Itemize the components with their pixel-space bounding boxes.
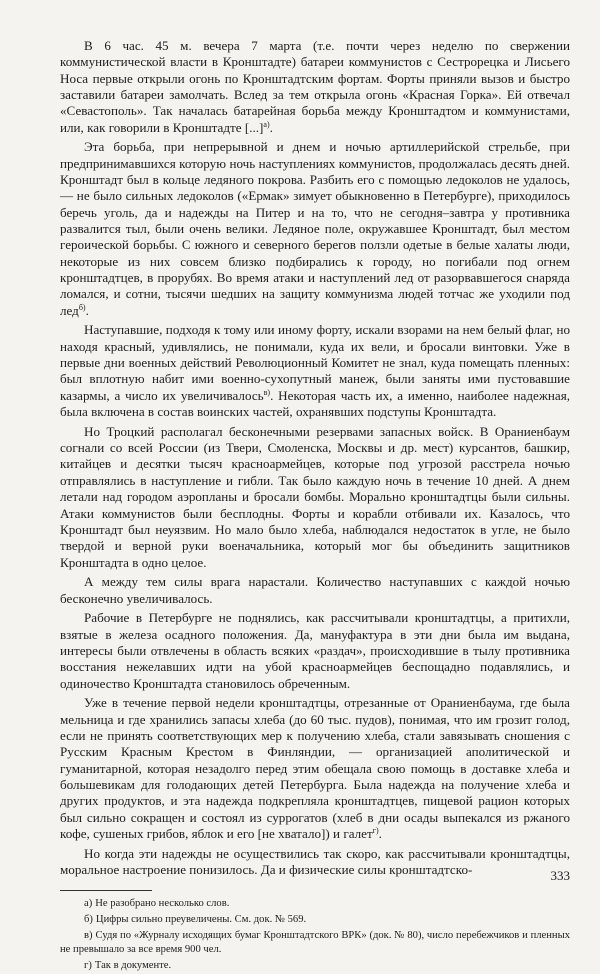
footnote-reference: г) xyxy=(372,825,379,835)
paragraph-text: . xyxy=(85,302,89,318)
paragraph xyxy=(60,610,570,692)
paragraph xyxy=(60,322,570,420)
footnote-separator xyxy=(60,890,152,891)
paragraph-text: . xyxy=(378,825,382,841)
paragraph xyxy=(60,38,570,136)
footnote xyxy=(60,959,570,974)
footnote-reference: в) xyxy=(263,387,271,397)
paragraph-text: Наступавшие, подходя к тому или иному форту, искали взорами на нем белый флаг, но находя красный, удивлялись, не понимали, куда их вели, и бросали винтовки. Уже в первые дни военных действий Революционный Комитет не знал, куда помещать пленных: был вплотную набит ими военно-сухопутный манеж, были заняты ими пустовавшие казармы, а число их увеличивалось xyxy=(60,322,570,403)
main-text xyxy=(60,38,570,878)
paragraph-text: Эта борьба, при непрерывной и днем и ночью артиллерийской стрельбе, при предпринимавшихся которую ночь наступлениях коммунистов, продолжалась десять дней. Кронштадт был в кольце ледяного покрова. Разбить его с помощью ледоколов не удалось, — не было сильных ледоколов («Ермак» зимует обыкновенно в Петербурге), приходилось беречь уголь, да и надежды на Питер и на то, что не сегодня–завтра у противника развалится тыл, были очень велики. Ледяное поле, окружавшее Кронштадт, был местом героической борьбы. С южного и северного берегов ползли одетые в белые халаты люди, некоторые из них совсем близко подбирались к городу, но погибали под огнем кронштадтцев, в прорубях. Во время атаки и наступлений лед от разорвавшегося снаряда ломался, и сотни, тысячи шедших на защиту коммунизма людей тотчас же уходили под лед xyxy=(60,139,570,318)
footnote-mark: в) xyxy=(84,929,93,941)
paragraph xyxy=(60,424,570,571)
paragraph-text: . xyxy=(269,119,273,135)
paragraph xyxy=(60,139,570,319)
paragraph-text: Рабочие в Петербурге не поднялись, как рассчитывали кронштадтцы, а притихли, взятые в железа осадного положения. Да, мануфактура в эти дни была им выдана, интересы были отвлечены в область всяких «раздач», происходившие в тылу противника восстания нежелавших идти на убой красноармейцев беспощадно подавлялись, и одиночество Кронштадта становилось обреченным. xyxy=(60,610,570,691)
footnote-mark: а) xyxy=(84,898,93,910)
paragraph-text: Но когда эти надежды не осуществились так скоро, как рассчитывали кронштадтцы, моральное настроение понизилось. Да и физические силы кронштадтско- xyxy=(60,845,570,877)
paragraph-text: Уже в течение первой недели кронштадтцы, отрезанные от Ораниенбаума, где была мельница и где хранились запасы хлеба (до 60 тыс. пудов), понимая, что им грозит голод, если не принять соответствующих мер к получению хлеба, стали завязывать сношения с Русским Красным Крестом в Финляндии, — организацией аполитической и гуманитарной, которая незадолго перед этим обещала свою помощь в доставке хлеба и большевикам для голодающих детей Петербурга. Была надежда на получение хлеба и других продуктов, и эта надежда подкрепляла кронштадтцев, пищевой рацион которых был сильно сокращен и состоял из суррогатов (хлеб в дни осады выпекался из ржаного кофе, сушеных грибов, яблок и его [не хватало]) и галет xyxy=(60,695,570,841)
footnote xyxy=(60,929,570,958)
footnote xyxy=(60,913,570,928)
paragraph-text: Но Троцкий располагал бесконечными резервами запасных войск. В Ораниенбаум согнали со всей России (из Твери, Смоленска, Москвы и др. мест) курсантов, башкир, китайцев и десятки тысяч красноармейцев, которые под угрозой расстрела ночью отправлялись в наступление и гибли. Так было каждую ночь в течение 10 дней. А днем летали над городом аэропланы и бросали бомбы. Морально кронштадтцы были сильны. Атаки коммунистов были бесплодны. Форты и корабли отбивали их. Казалось, что Кронштадт был неуязвим. Но мало было хлеба, наблюдался недостаток в угле, не было твердой и верной руки военачальника, который мог бы объединить защитников Кронштадта в одно целое. xyxy=(60,423,570,570)
footnote-text: Судя по «Журналу исходящих бумаг Кронштадтского ВРК» (док. № 80), число перебежчиков и пленных не превышало за все время 900 чел. xyxy=(60,929,570,956)
footnote-reference: а) xyxy=(263,119,270,129)
paragraph-text: А между тем силы врага нарастали. Количество наступавших с каждой ночью бесконечно увеличивалось. xyxy=(60,574,570,606)
page-number: 333 xyxy=(550,868,570,883)
footnote-text: Цифры сильно преувеличены. См. док. № 569. xyxy=(95,913,307,925)
footnote-reference: б) xyxy=(78,302,86,312)
footnote-text: Так в документе. xyxy=(94,960,172,972)
footnote-mark: г) xyxy=(84,960,92,972)
footnote-mark: б) xyxy=(84,913,93,925)
footnote xyxy=(60,897,570,912)
footnote-text: Не разобрано несколько слов. xyxy=(95,898,230,910)
paragraph-text: . Некоторая часть их, а именно, наиболее надежная, была включена в состав воинских частей, охранявших подступы Кронштадта. xyxy=(60,387,570,420)
paragraph-text: В 6 час. 45 м. вечера 7 марта (т.е. почти через неделю по свержении коммунистической власти в Кронштадте) батареи коммунистов с Сестрорецка и Лисьего Носа первые открыли огонь по Кронштадтским фортам. Форты приняли вызов и быстро заставили батареи замолчать. Вслед за тем открыла огонь «Красная Горка». Ей отвечал «Севастополь». Так началась батарейная борьба между Кронштадтом и коммунистами, или, как говорили в Кронштадте [...] xyxy=(60,38,570,135)
paragraph xyxy=(60,574,570,607)
paragraph xyxy=(60,846,570,879)
paragraph xyxy=(60,695,570,842)
